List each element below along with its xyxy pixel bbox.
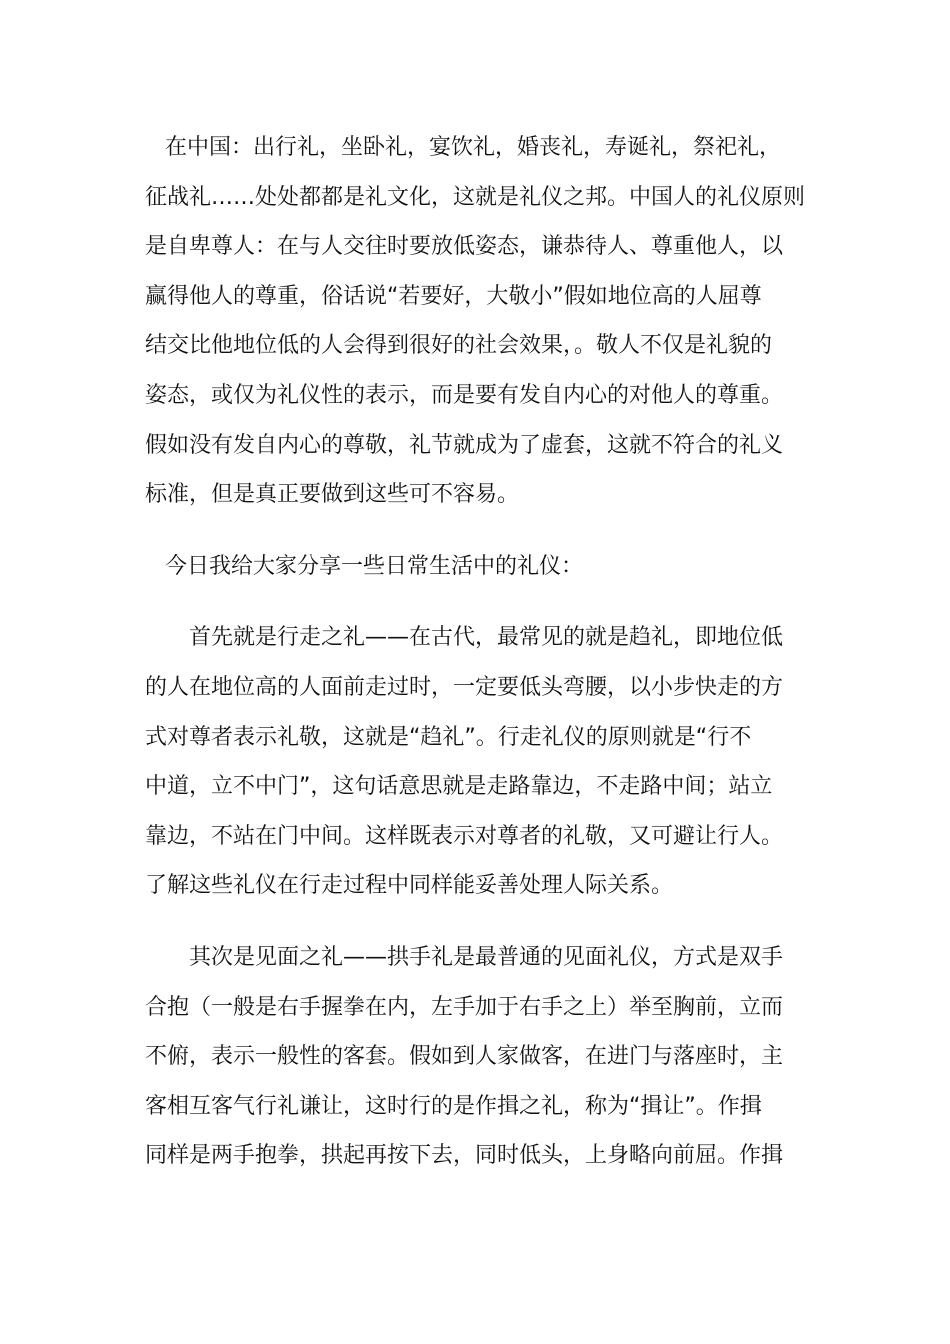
text-line: 是自卑尊人：在与人交往时要放低姿态，谦恭待人、尊重他人，以 [145,234,784,260]
text-line: 今日我给大家分享一些日常生活中的礼仪： [165,553,584,579]
text-line: 的人在地位高的人面前走过时，一定要低头弯腰，以小步快走的方 [145,674,784,700]
text-line: 赢得他人的尊重，俗话说“若要好，大敬小”假如地位高的人屈尊 [145,283,762,309]
text-line: 征战礼……处处都都是礼文化，这就是礼仪之邦。中国人的礼仪原则 [145,184,806,210]
paragraph-spacer [145,520,810,542]
text-line: 中道，立不中门”，这句话意思就是走路靠边，不走路中间；站立 [145,774,773,800]
paragraph-walking-etiquette [145,613,810,911]
text-line: 在中国：出行礼，坐卧礼，宴饮礼，婚丧礼，寿诞礼，祭祀礼， [165,135,782,160]
paragraph-intro [145,542,810,592]
text-line: 标准，但是真正要做到这些可不容易。 [145,482,520,508]
text-line: 姿态，或仅为礼仪性的表示，而是要有发自内心的对他人的尊重。 [145,382,784,408]
text-line: 不俯，表示一般性的客套。假如到人家做客，在进门与落座时，主 [145,1044,784,1070]
text-line: 了解这些礼仪在行走过程中同样能妥善处理人际关系。 [145,873,674,899]
text-line: 式对尊者表示礼敬，这就是“趋礼”。行走礼仪的原则就是“行不 [145,724,752,750]
text-line: 靠边，不站在门中间。这样既表示对尊者的礼敬，又可避让行人。 [145,823,784,849]
paragraph-ritual-overview [145,123,810,520]
document-body [145,123,810,1181]
paragraph-greeting-etiquette [145,933,810,1181]
text-line: 首先就是行走之礼——在古代，最常见的就是趋礼，即地位低 [189,625,784,651]
text-line: 客相互客气行礼谦让，这时行的是作揖之礼，称为“揖让”。作揖 [145,1093,762,1119]
text-line: 假如没有发自内心的尊敬，礼节就成为了虚套，这就不符合的礼义 [145,432,784,458]
text-line: 合抱（一般是右手握拳在内，左手加于右手之上）举至胸前，立而 [145,994,784,1020]
text-line: 其次是见面之礼——拱手礼是最普通的见面礼仪，方式是双手 [189,944,784,970]
text-line: 结交比他地位低的人会得到很好的社会效果，。敬人不仅是礼貌的 [145,333,773,359]
text-line: 同样是两手抱拳，拱起再按下去，同时低头，上身略向前屈。作揖 [145,1143,784,1169]
paragraph-spacer [145,591,810,613]
paragraph-spacer [145,911,810,933]
